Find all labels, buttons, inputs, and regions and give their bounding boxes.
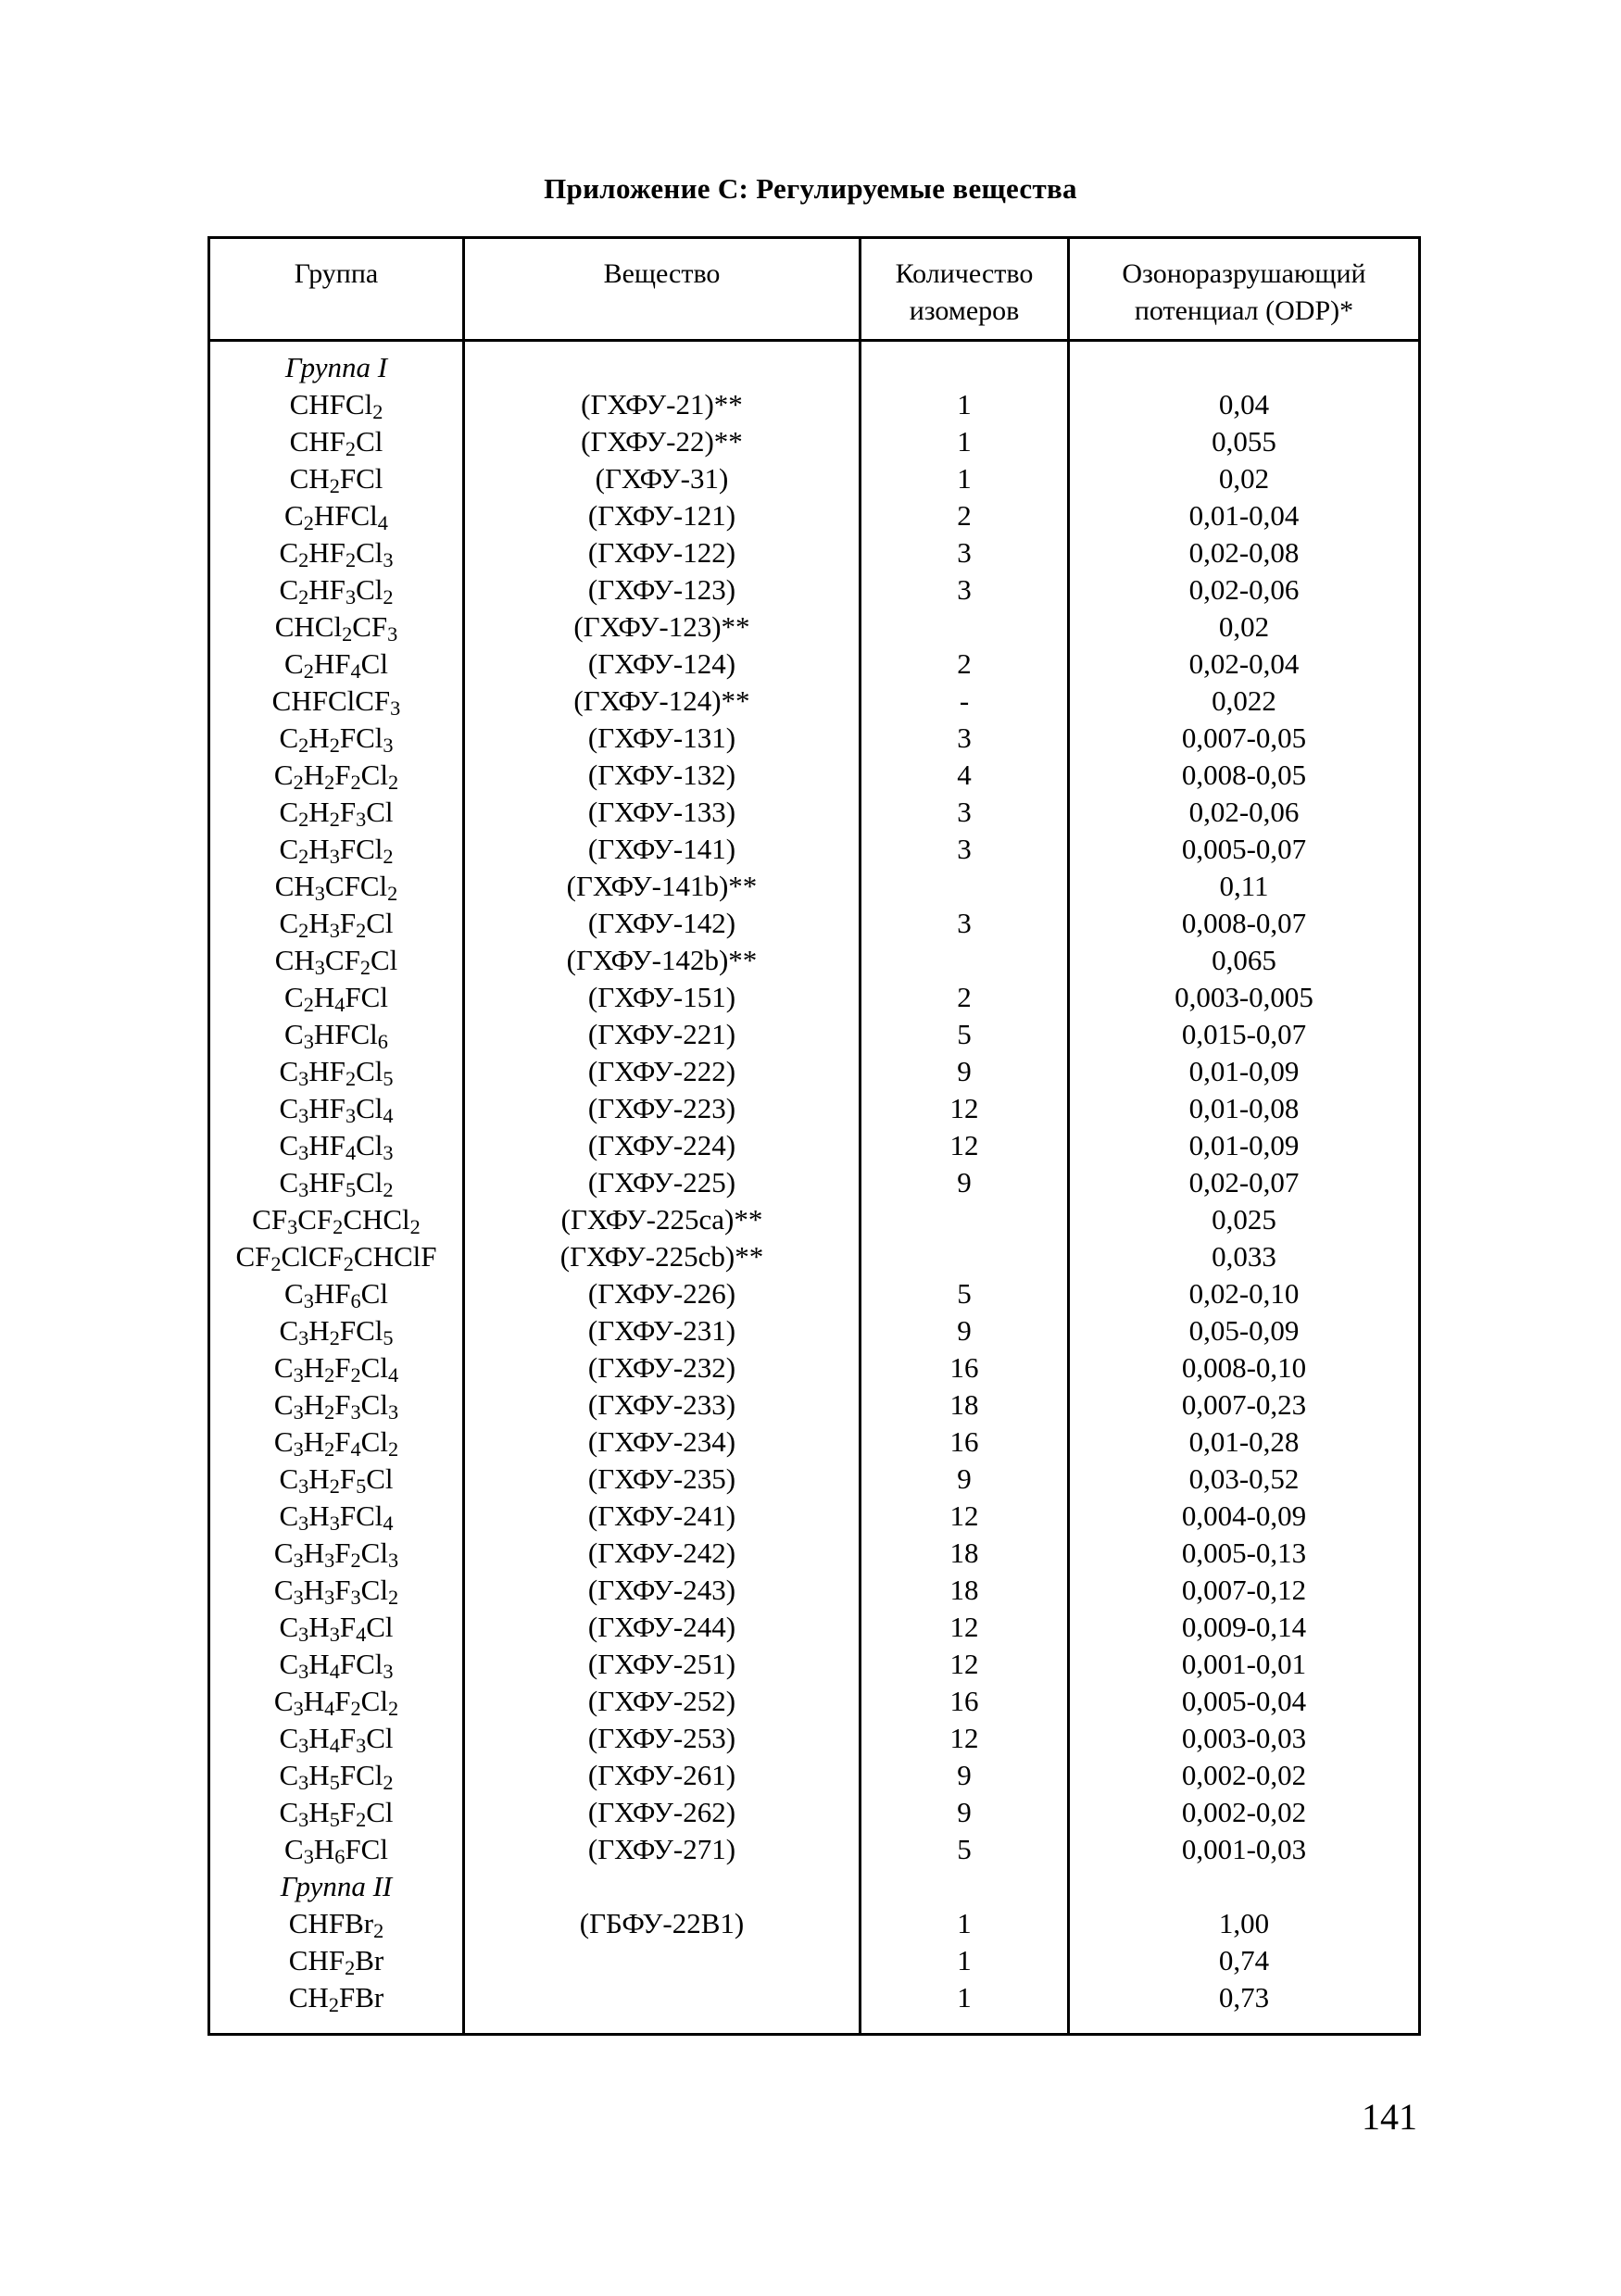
odp-cell: 0,003-0,03	[1181, 1722, 1307, 1754]
formula-cell: $CH_3CF_2Cl$	[274, 944, 398, 979]
odp-cell: 0,01-0,09	[1188, 1129, 1300, 1161]
formula-cell: $C_3H_3F_4Cl$	[279, 1611, 394, 1646]
formula-cell: $C_2H_2F_3Cl$	[279, 796, 394, 831]
substance-cell: (ГХФУ-234)	[587, 1425, 736, 1458]
substance-cell: (ГХФУ-225ca)**	[560, 1203, 763, 1236]
substance-cell: (ГХФУ-235)	[587, 1462, 736, 1495]
formula-cell: $C_2H_3F_2Cl$	[279, 907, 394, 942]
formula-cell: $C_3HF_2Cl_5$	[279, 1055, 394, 1090]
isomers-cell: 1	[957, 388, 972, 420]
substance-cell: (ГХФУ-271)	[587, 1833, 736, 1865]
odp-cell: 0,001-0,03	[1181, 1833, 1307, 1865]
table-row	[210, 609, 1418, 646]
table-row	[210, 979, 1418, 1016]
odp-cell: 0,01-0,04	[1188, 499, 1300, 532]
odp-cell: 0,02-0,06	[1188, 796, 1300, 828]
odp-cell: 0,007-0,05	[1181, 721, 1307, 754]
isomers-cell: 18	[949, 1537, 979, 1569]
substance-cell: (ГХФУ-121)	[587, 499, 736, 532]
isomers-cell: 12	[949, 1722, 979, 1754]
formula-cell: $C_3H_3FCl_4$	[279, 1499, 394, 1535]
isomers-cell: -	[959, 684, 970, 717]
odp-cell: 0,022	[1212, 684, 1276, 717]
table-row	[210, 1275, 1418, 1312]
odp-cell: 0,004-0,09	[1181, 1499, 1307, 1532]
isomers-cell: 12	[949, 1092, 979, 1124]
page-number: 141	[1362, 2096, 1417, 2138]
substance-cell: (ГХФУ-252)	[587, 1685, 736, 1717]
substance-cell: (ГХФУ-241)	[587, 1499, 736, 1532]
table-row	[210, 1349, 1418, 1386]
isomers-cell: 3	[957, 573, 972, 606]
isomers-cell: 9	[957, 1462, 972, 1495]
table-row	[210, 1090, 1418, 1127]
substance-cell: (ГБФУ-22В1)	[579, 1907, 745, 1939]
isomers-cell: 1	[957, 1944, 972, 1976]
substance-cell: (ГХФУ-132)	[587, 759, 736, 791]
table-row	[210, 1942, 1418, 1979]
formula-cell: CHFClCF$_3$	[271, 684, 401, 720]
substance-cell: (ГХФУ-123)**	[573, 610, 750, 643]
substance-cell: (ГХФУ-226)	[587, 1277, 736, 1310]
formula-cell: $C_2H_2F_2Cl_2$	[273, 759, 399, 794]
table-row	[210, 1238, 1418, 1275]
substance-cell: (ГХФУ-123)	[587, 573, 736, 606]
substance-cell: (ГХФУ-261)	[587, 1759, 736, 1791]
table-row	[210, 868, 1418, 905]
odp-cell: 0,008-0,10	[1181, 1351, 1307, 1384]
formula-cell: $C_3HFCl_6$	[284, 1018, 388, 1053]
isomers-cell: 16	[949, 1685, 979, 1717]
formula-cell: $C_3HF_3Cl_4$	[279, 1092, 394, 1127]
header-isomers: Количество изомеров	[895, 258, 1034, 326]
table-row	[210, 1831, 1418, 1868]
odp-cell: 0,005-0,04	[1181, 1685, 1307, 1717]
formula-cell: CHFBr$_2$	[288, 1907, 384, 1942]
formula-cell: $CH_2FBr$	[288, 1981, 384, 2016]
substance-cell: (ГХФУ-251)	[587, 1648, 736, 1680]
isomers-cell: 1	[957, 1981, 972, 2014]
formula-cell: $C_3HF_6Cl$	[284, 1277, 388, 1312]
table-row	[210, 683, 1418, 720]
table-row	[210, 646, 1418, 683]
table-row	[210, 1646, 1418, 1683]
table-row	[210, 1312, 1418, 1349]
table-row	[210, 905, 1418, 942]
odp-cell: 0,015-0,07	[1181, 1018, 1307, 1050]
table-row	[210, 571, 1418, 609]
table-row	[210, 1535, 1418, 1572]
group-heading-row	[210, 1868, 1418, 1905]
odp-cell: 0,001-0,01	[1181, 1648, 1307, 1680]
table-row	[210, 831, 1418, 868]
odp-cell: 0,025	[1212, 1203, 1276, 1236]
table-row	[210, 757, 1418, 794]
substance-cell: (ГХФУ-124)	[587, 647, 736, 680]
substance-cell: (ГХФУ-242)	[587, 1537, 736, 1569]
table-row	[210, 1905, 1418, 1942]
formula-cell: $C_2HF_4Cl$	[284, 647, 388, 683]
header-divider	[210, 339, 1418, 342]
isomers-cell: 1	[957, 462, 972, 495]
table-row	[210, 1164, 1418, 1201]
formula-cell: $C_3H_4F_2Cl_2$	[273, 1685, 399, 1720]
isomers-cell: 3	[957, 796, 972, 828]
formula-cell: $C_3H_4FCl_3$	[279, 1648, 394, 1683]
substance-cell: (ГХФУ-225)	[587, 1166, 736, 1198]
formula-cell: $C_2HFCl_4$	[284, 499, 388, 534]
formula-cell: $C_3H_5FCl_2$	[279, 1759, 394, 1794]
substance-cell: (ГХФУ-262)	[587, 1796, 736, 1828]
formula-cell: $CHF_2Br$	[288, 1944, 384, 1979]
isomers-cell: 2	[957, 647, 972, 680]
substance-cell: (ГХФУ-141b)**	[566, 870, 758, 902]
odp-cell: 0,009-0,14	[1181, 1611, 1307, 1643]
substance-cell: (ГХФУ-122)	[587, 536, 736, 569]
table-row	[210, 1979, 1418, 2016]
table-row	[210, 1386, 1418, 1424]
odp-cell: 0,002-0,02	[1181, 1759, 1307, 1791]
isomers-cell: 9	[957, 1166, 972, 1198]
odp-cell: 0,01-0,28	[1188, 1425, 1300, 1458]
odp-cell: 0,02	[1218, 610, 1270, 643]
table-row	[210, 1053, 1418, 1090]
odp-cell: 0,033	[1212, 1240, 1276, 1273]
isomers-cell: 2	[957, 499, 972, 532]
odp-cell: 0,002-0,02	[1181, 1796, 1307, 1828]
substance-cell: (ГХФУ-222)	[587, 1055, 736, 1087]
formula-cell: $C_3H_2FCl_5$	[279, 1314, 394, 1349]
substance-cell: (ГХФУ-142)	[587, 907, 736, 939]
formula-cell: $C_3H_5F_2Cl$	[279, 1796, 394, 1831]
formula-cell: $C_3H_2F_5Cl$	[279, 1462, 394, 1498]
substance-cell: (ГХФУ-253)	[587, 1722, 736, 1754]
odp-cell: 0,003-0,005	[1175, 981, 1313, 1013]
table-row	[210, 1201, 1418, 1238]
formula-cell: $CF_2ClCF_2CHClF$	[235, 1240, 437, 1275]
isomers-cell: 4	[957, 759, 972, 791]
substance-cell: (ГХФУ-223)	[587, 1092, 736, 1124]
formula-cell: $C_2HF_2Cl_3$	[279, 536, 394, 571]
group-heading-row	[210, 349, 1418, 386]
odp-cell: 0,02-0,06	[1188, 573, 1300, 606]
header-odp: Озоноразрушающий потенциал (ODP)*	[1122, 258, 1366, 326]
substance-cell: (ГХФУ-224)	[587, 1129, 736, 1161]
odp-cell: 1,00	[1218, 1907, 1270, 1939]
substance-cell: (ГХФУ-243)	[587, 1574, 736, 1606]
odp-cell: 0,055	[1212, 425, 1276, 458]
formula-cell: $C_3H_2F_3Cl_3$	[273, 1388, 399, 1424]
isomers-cell: 9	[957, 1314, 972, 1347]
table-row	[210, 460, 1418, 497]
isomers-cell: 12	[949, 1129, 979, 1161]
isomers-cell: 16	[949, 1351, 979, 1384]
odp-cell: 0,065	[1212, 944, 1276, 976]
isomers-cell: 9	[957, 1055, 972, 1087]
odp-cell: 0,02-0,10	[1188, 1277, 1300, 1310]
substance-cell: (ГХФУ-124)**	[573, 684, 750, 717]
substance-cell: (ГХФУ-231)	[587, 1314, 736, 1347]
table-row	[210, 1683, 1418, 1720]
group-heading: Группа II	[280, 1870, 393, 1902]
isomers-cell: 3	[957, 536, 972, 569]
table-row	[210, 423, 1418, 460]
substance-cell: (ГХФУ-225cb)**	[559, 1240, 764, 1273]
formula-cell: $CHF_2Cl$	[289, 425, 383, 460]
isomers-cell: 9	[957, 1796, 972, 1828]
table-row	[210, 794, 1418, 831]
isomers-cell: 3	[957, 833, 972, 865]
substance-cell: (ГХФУ-244)	[587, 1611, 736, 1643]
odp-cell: 0,01-0,08	[1188, 1092, 1300, 1124]
formula-cell: $C_2HF_3Cl_2$	[279, 573, 394, 609]
odp-cell: 0,04	[1218, 388, 1270, 420]
table-row	[210, 1609, 1418, 1646]
odp-cell: 0,008-0,07	[1181, 907, 1307, 939]
formula-cell: $C_3HF_4Cl_3$	[279, 1129, 394, 1164]
formula-cell: $C_2H_4FCl$	[284, 981, 388, 1016]
isomers-cell: 12	[949, 1499, 979, 1532]
table-row	[210, 1424, 1418, 1461]
page-title: Приложение С: Регулируемые вещества	[544, 172, 1077, 205]
substance-cell: (ГХФУ-133)	[587, 796, 736, 828]
isomers-cell: 5	[957, 1833, 972, 1865]
formula-cell: CHFCl$_2$	[289, 388, 383, 423]
formula-cell: $C_3H_3F_3Cl_2$	[273, 1574, 399, 1609]
formula-cell: $C_3H_6FCl$	[284, 1833, 388, 1868]
substance-cell: (ГХФУ-141)	[587, 833, 736, 865]
odp-cell: 0,007-0,12	[1181, 1574, 1307, 1606]
isomers-cell: 16	[949, 1425, 979, 1458]
odp-cell: 0,02-0,08	[1188, 536, 1300, 569]
isomers-cell: 2	[957, 981, 972, 1013]
substance-cell: (ГХФУ-31)	[595, 462, 729, 495]
substance-cell: (ГХФУ-233)	[587, 1388, 736, 1421]
table-row	[210, 1720, 1418, 1757]
isomers-cell: 18	[949, 1574, 979, 1606]
formula-cell: $C_2H_2FCl_3$	[279, 721, 394, 757]
odp-cell: 0,02-0,07	[1188, 1166, 1300, 1198]
isomers-cell: 1	[957, 425, 972, 458]
formula-cell: $C_2H_3FCl_2$	[279, 833, 394, 868]
header-substance: Вещество	[603, 258, 721, 289]
odp-cell: 0,73	[1218, 1981, 1270, 2014]
table-row	[210, 534, 1418, 571]
substance-cell: (ГХФУ-221)	[587, 1018, 736, 1050]
formula-cell: $CH_3CFCl_2$	[274, 870, 398, 905]
substance-cell: (ГХФУ-142b)**	[566, 944, 758, 976]
isomers-cell: 18	[949, 1388, 979, 1421]
formula-cell: $CHCl_2CF_3$	[274, 610, 398, 646]
odp-cell: 0,74	[1218, 1944, 1270, 1976]
odp-cell: 0,02	[1218, 462, 1270, 495]
group-heading: Группа I	[284, 351, 388, 383]
table-row	[210, 497, 1418, 534]
odp-cell: 0,05-0,09	[1188, 1314, 1300, 1347]
table-row	[210, 1498, 1418, 1535]
table-row	[210, 942, 1418, 979]
table-row	[210, 1461, 1418, 1498]
formula-cell: $C_3H_2F_2Cl_4$	[273, 1351, 399, 1386]
substance-cell: (ГХФУ-232)	[587, 1351, 736, 1384]
isomers-cell: 9	[957, 1759, 972, 1791]
formula-cell: $C_3H_4F_3Cl$	[279, 1722, 394, 1757]
isomers-cell: 5	[957, 1277, 972, 1310]
table-row	[210, 1127, 1418, 1164]
formula-cell: $CF_3CF_2CHCl_2$	[252, 1203, 421, 1238]
formula-cell: $C_3H_3F_2Cl_3$	[273, 1537, 399, 1572]
formula-cell: $CH_2FCl$	[289, 462, 383, 497]
substance-cell: (ГХФУ-21)**	[581, 388, 743, 420]
formula-cell: $C_3H_2F_4Cl_2$	[273, 1425, 399, 1461]
substance-cell: (ГХФУ-22)**	[581, 425, 743, 458]
table-row	[210, 386, 1418, 423]
odp-cell: 0,03-0,52	[1188, 1462, 1300, 1495]
odp-cell: 0,008-0,05	[1181, 759, 1307, 791]
substances-table	[207, 236, 1421, 2036]
table-row	[210, 1572, 1418, 1609]
table-row	[210, 720, 1418, 757]
isomers-cell: 3	[957, 907, 972, 939]
isomers-cell: 3	[957, 721, 972, 754]
substance-cell: (ГХФУ-131)	[587, 721, 736, 754]
isomers-cell: 12	[949, 1648, 979, 1680]
table-row	[210, 1794, 1418, 1831]
table-row	[210, 1757, 1418, 1794]
header-group: Группа	[294, 258, 379, 289]
odp-cell: 0,11	[1219, 870, 1269, 902]
odp-cell: 0,02-0,04	[1188, 647, 1300, 680]
table-row	[210, 1016, 1418, 1053]
odp-cell: 0,007-0,23	[1181, 1388, 1307, 1421]
odp-cell: 0,01-0,09	[1188, 1055, 1300, 1087]
isomers-cell: 1	[957, 1907, 972, 1939]
isomers-cell: 12	[949, 1611, 979, 1643]
isomers-cell: 5	[957, 1018, 972, 1050]
formula-cell: $C_3HF_5Cl_2$	[279, 1166, 394, 1201]
odp-cell: 0,005-0,13	[1181, 1537, 1307, 1569]
substance-cell: (ГХФУ-151)	[587, 981, 736, 1013]
odp-cell: 0,005-0,07	[1181, 833, 1307, 865]
